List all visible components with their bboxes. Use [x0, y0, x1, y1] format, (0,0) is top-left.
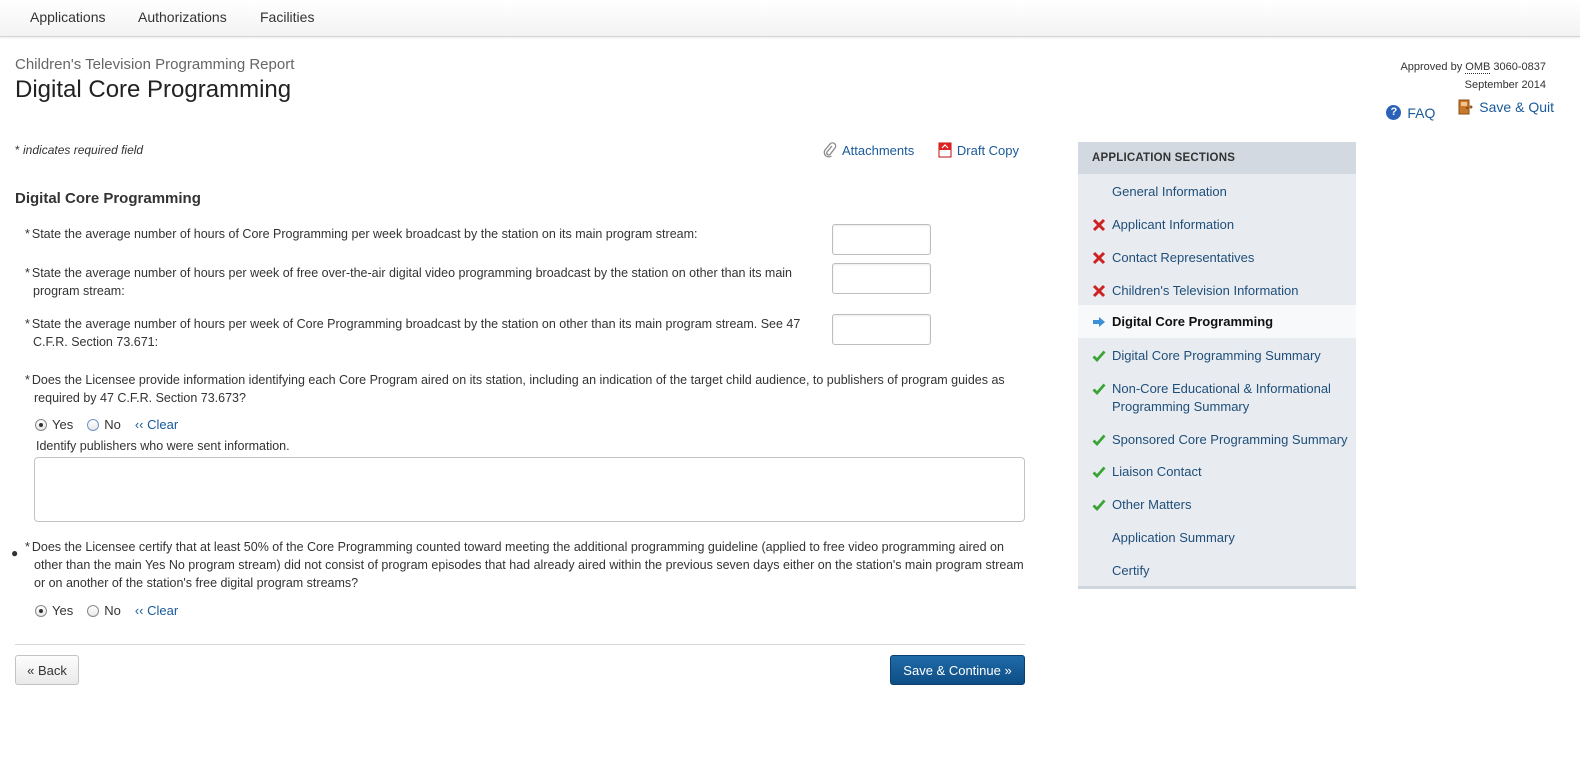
publishers-textarea[interactable]	[34, 457, 1025, 522]
sidebar-item-contact-representatives[interactable]	[1078, 249, 1356, 267]
error-x-icon	[1092, 251, 1106, 265]
q5-yes-radio[interactable]	[35, 603, 73, 618]
sidebar-item-sponsored-core-summary[interactable]	[1078, 431, 1356, 449]
sidebar-item-label: Non-Core Educational & Informational Programming Summary	[1112, 381, 1331, 414]
sidebar-item-label: Other Matters	[1112, 497, 1192, 512]
attachments-link[interactable]	[823, 142, 914, 158]
required-star: *	[25, 227, 30, 241]
nav-applications[interactable]: Applications	[30, 9, 106, 25]
checkmark-icon	[1092, 465, 1106, 479]
bullet-marker: ●	[11, 546, 19, 560]
sidebar-item-label: Sponsored Core Programming Summary	[1112, 432, 1348, 447]
sidebar-item-label: Certify	[1112, 563, 1150, 578]
radio-dot	[87, 419, 99, 431]
section-title: Digital Core Programming	[15, 190, 201, 207]
omb-number: 3060-0837	[1493, 61, 1546, 73]
required-star: *	[25, 266, 30, 280]
nav-authorizations[interactable]: Authorizations	[138, 9, 227, 25]
sidebar-item-general-information[interactable]	[1078, 183, 1356, 201]
publishers-label: Identify publishers who were sent information.	[36, 439, 290, 453]
question-1	[25, 225, 815, 243]
form-links	[823, 142, 1039, 161]
radio-dot	[35, 605, 47, 617]
error-x-icon	[1092, 218, 1106, 232]
sidebar-item-liaison-contact[interactable]	[1078, 463, 1356, 481]
paperclip-icon	[823, 142, 837, 158]
radio-dot	[35, 419, 47, 431]
sidebar-item-digital-core-programming-summary[interactable]	[1078, 347, 1356, 365]
question-4	[25, 371, 1025, 407]
sidebar-item-label: Children's Television Information	[1112, 283, 1299, 298]
required-star: *	[25, 373, 30, 387]
q4-clear-link[interactable]: ‹‹ Clear	[134, 417, 179, 432]
q4-no-label: No	[104, 417, 121, 432]
sidebar-item-non-core-summary[interactable]	[1078, 380, 1348, 416]
question-2-text: State the average number of hours per week of free over-the-air digital video programming broadcast by the station on other than its main program stream:	[31, 266, 793, 298]
header-links	[1368, 99, 1554, 121]
top-nav	[0, 0, 1580, 37]
question-2	[25, 264, 815, 300]
question-5	[25, 538, 1025, 592]
omb-date: September 2014	[1464, 79, 1546, 91]
sidebar-item-label: Application Summary	[1112, 530, 1235, 545]
omb-abbr: OMB	[1465, 61, 1491, 73]
core-hours-other-input[interactable]	[832, 314, 931, 345]
sidebar-item-childrens-television-information[interactable]	[1078, 282, 1356, 300]
application-sections-sidebar	[1078, 142, 1356, 589]
q5-no-radio[interactable]	[87, 603, 121, 618]
exit-door-icon	[1457, 99, 1473, 115]
question-4-radios	[35, 417, 178, 432]
q5-yes-label: Yes	[52, 603, 74, 618]
checkmark-icon	[1092, 349, 1106, 363]
required-note-text: indicates required field	[23, 143, 144, 157]
sidebar-item-label: Digital Core Programming Summary	[1112, 348, 1321, 363]
faq-label: FAQ	[1407, 104, 1436, 121]
sidebar-item-applicant-information[interactable]	[1078, 216, 1356, 234]
core-hours-main-input[interactable]	[832, 224, 931, 255]
checkmark-icon	[1092, 498, 1106, 512]
sidebar-item-application-summary[interactable]	[1078, 529, 1356, 547]
q5-no-label: No	[104, 603, 121, 618]
free-digital-hours-input[interactable]	[832, 263, 931, 294]
draft-copy-label: Draft Copy	[956, 142, 1020, 158]
question-4-text: Does the Licensee provide information identifying each Core Program aired on its station, including an indication of the target child audience, to publishers of program guides as required by 47 C.F.R. Section 73.673?	[31, 373, 1005, 405]
arrow-right-icon	[1092, 315, 1106, 329]
q4-yes-label: Yes	[52, 417, 74, 432]
pdf-icon	[938, 142, 952, 158]
question-5-radios	[35, 603, 178, 618]
sidebar-item-label: General Information	[1112, 184, 1227, 199]
sidebar-item-label: Applicant Information	[1112, 217, 1235, 232]
sidebar-item-label: Liaison Contact	[1112, 464, 1202, 479]
divider	[15, 644, 1025, 645]
question-1-text: State the average number of hours of Core Programming per week broadcast by the station on its main program stream:	[31, 227, 698, 241]
sidebar-item-digital-core-programming[interactable]	[1078, 305, 1356, 338]
error-x-icon	[1092, 284, 1106, 298]
attachments-label: Attachments	[842, 142, 915, 158]
radio-dot	[87, 605, 99, 617]
q5-clear-link[interactable]: ‹‹ Clear	[134, 603, 179, 618]
q4-no-radio[interactable]	[87, 417, 121, 432]
checkmark-icon	[1092, 382, 1106, 396]
draft-copy-link[interactable]	[938, 142, 1019, 158]
required-star: *	[15, 143, 20, 157]
required-star: *	[25, 540, 30, 554]
page-title: Digital Core Programming	[15, 76, 292, 103]
sidebar-heading: APPLICATION SECTIONS	[1078, 142, 1356, 174]
question-3	[25, 315, 815, 351]
save-continue-button[interactable]: Save & Continue »	[890, 655, 1025, 685]
required-field-note	[15, 143, 143, 157]
required-star: *	[25, 317, 30, 331]
help-icon: ?	[1386, 105, 1401, 120]
question-3-text: State the average number of hours per week of Core Programming broadcast by the station on other than its main program stream. See 47 C.F.R. Section 73.671:	[31, 317, 801, 349]
nav-facilities[interactable]: Facilities	[260, 9, 315, 25]
sidebar-item-label: Contact Representatives	[1112, 250, 1255, 265]
save-quit-label: Save & Quit	[1479, 99, 1554, 115]
omb-approval	[1400, 58, 1546, 94]
back-button[interactable]: « Back	[15, 655, 79, 685]
save-quit-link[interactable]	[1457, 99, 1554, 115]
q4-yes-radio[interactable]	[35, 417, 73, 432]
sidebar-item-other-matters[interactable]	[1078, 496, 1356, 514]
faq-link[interactable]	[1386, 105, 1435, 121]
sidebar-item-certify[interactable]	[1078, 562, 1356, 580]
checkmark-icon	[1092, 433, 1106, 447]
question-5-text: Does the Licensee certify that at least 50% of the Core Programming counted toward meeting the additional programming guideline (applied to free video programming aired on other than the main Yes No program stream) did not consist of program episodes that had already aired within the previous seven days either on the station's main program stream or on another of the station's free digital program streams?	[31, 540, 1024, 590]
sidebar-item-label: Digital Core Programming	[1112, 314, 1274, 329]
report-subtitle: Children's Television Programming Report	[15, 56, 295, 73]
approved-prefix: Approved by	[1400, 61, 1463, 73]
